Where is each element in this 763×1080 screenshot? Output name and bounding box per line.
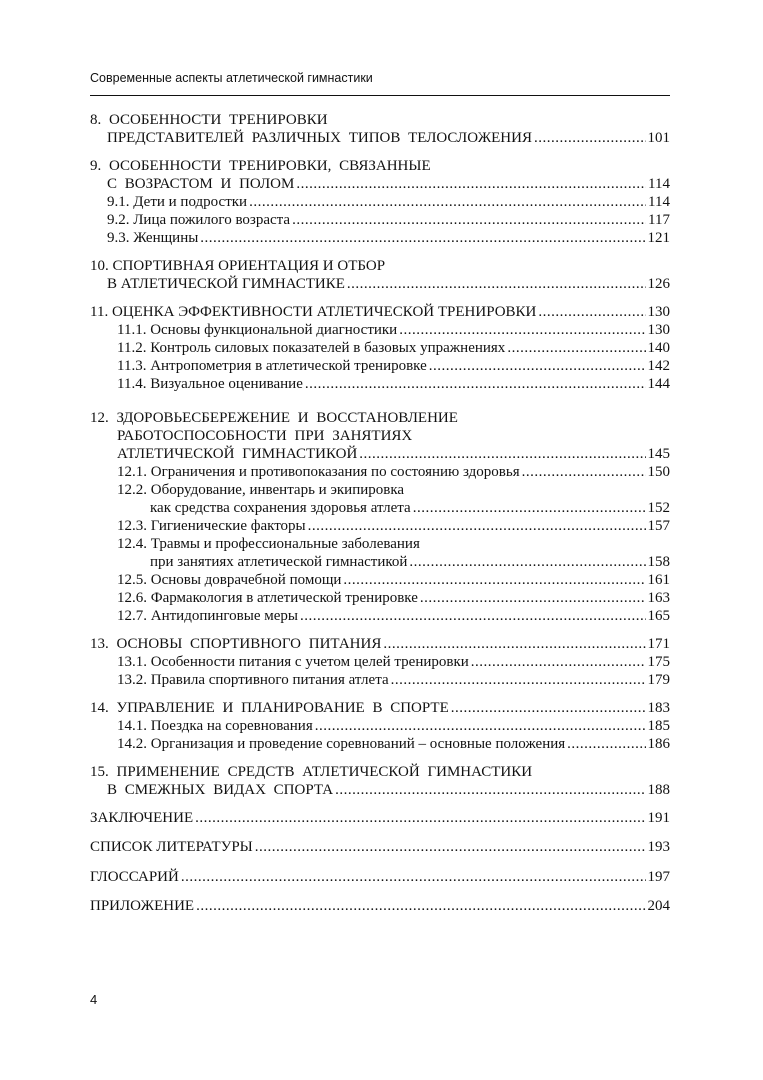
dot-leader bbox=[413, 499, 646, 517]
toc-text: 10. СПОРТИВНАЯ ОРИЕНТАЦИЯ И ОТБОР bbox=[90, 258, 386, 274]
toc-entry-9-2[interactable] bbox=[90, 211, 670, 229]
toc-heading-12-2 bbox=[90, 481, 670, 499]
toc-entry-11[interactable] bbox=[90, 303, 670, 321]
toc-text: СПИСОК ЛИТЕРАТУРЫ bbox=[90, 839, 253, 855]
toc-page-number: 144 bbox=[647, 376, 670, 392]
toc-entry-9-3[interactable] bbox=[90, 229, 670, 247]
toc-text: 11.3. Антропометрия в атлетической тренировке bbox=[117, 358, 427, 374]
toc-heading-12-cont bbox=[90, 427, 670, 445]
toc-page-number: 193 bbox=[647, 839, 670, 855]
toc-text: ПРЕДСТАВИТЕЛЕЙ РАЗЛИЧНЫХ ТИПОВ ТЕЛОСЛОЖЕНИЯ bbox=[107, 130, 532, 146]
toc-page-number: 185 bbox=[647, 718, 670, 734]
toc-page-number: 121 bbox=[647, 230, 670, 246]
toc-text: при занятиях атлетической гимнастикой bbox=[150, 554, 408, 570]
dot-leader bbox=[296, 175, 646, 193]
dot-leader bbox=[451, 699, 646, 717]
toc-entry-13-2[interactable] bbox=[90, 671, 670, 689]
dot-leader bbox=[305, 375, 646, 393]
toc-heading-12 bbox=[90, 409, 670, 427]
toc-entry-12-4[interactable] bbox=[90, 553, 670, 571]
toc-entry-11-2[interactable] bbox=[90, 339, 670, 357]
dot-leader bbox=[343, 571, 645, 589]
toc-text: АТЛЕТИЧЕСКОЙ ГИМНАСТИКОЙ bbox=[117, 446, 358, 462]
dot-leader bbox=[308, 517, 646, 535]
toc-page-number: 158 bbox=[647, 554, 670, 570]
toc-text: 8. ОСОБЕННОСТИ ТРЕНИРОВКИ bbox=[90, 112, 328, 128]
dot-leader bbox=[522, 463, 646, 481]
toc-heading-15 bbox=[90, 763, 670, 781]
toc-text: 12.5. Основы доврачебной помощи bbox=[117, 572, 342, 588]
toc-text: 12.6. Фармакология в атлетической тренировке bbox=[117, 590, 418, 606]
toc-entry-14-1[interactable] bbox=[90, 717, 670, 735]
toc-entry-11-4[interactable] bbox=[90, 375, 670, 393]
toc-entry-9-1[interactable] bbox=[90, 193, 670, 211]
toc-entry-11-3[interactable] bbox=[90, 357, 670, 375]
toc-text: 9. ОСОБЕННОСТИ ТРЕНИРОВКИ, СВЯЗАННЫЕ bbox=[90, 158, 431, 174]
toc-page-number: 191 bbox=[647, 810, 670, 826]
toc-heading-9 bbox=[90, 157, 670, 175]
toc-page-number: 126 bbox=[647, 276, 670, 292]
toc-text: 14.2. Организация и проведение соревнований – основные положения bbox=[117, 736, 566, 752]
toc-text: 11.2. Контроль силовых показателей в базовых упражнениях bbox=[117, 340, 506, 356]
toc-entry-14-2[interactable] bbox=[90, 735, 670, 753]
toc-page-number: 114 bbox=[648, 176, 670, 192]
toc-entry-14[interactable] bbox=[90, 699, 670, 717]
toc-entry-appendix[interactable] bbox=[90, 897, 670, 915]
dot-leader bbox=[391, 671, 646, 689]
dot-leader bbox=[399, 321, 645, 339]
toc-entry-12-5[interactable] bbox=[90, 571, 670, 589]
toc-page-number: 114 bbox=[648, 194, 670, 210]
dot-leader bbox=[507, 339, 645, 357]
dot-leader bbox=[181, 868, 646, 886]
toc-page-number: 165 bbox=[647, 608, 670, 624]
toc-entry-references[interactable] bbox=[90, 838, 670, 856]
dot-leader bbox=[420, 589, 646, 607]
page-number: 4 bbox=[90, 992, 98, 1007]
dot-leader bbox=[249, 193, 646, 211]
toc-text: 13. ОСНОВЫ СПОРТИВНОГО ПИТАНИЯ bbox=[90, 636, 382, 652]
toc-text: 13.1. Особенности питания с учетом целей тренировки bbox=[117, 654, 469, 670]
toc-page-number: 197 bbox=[647, 869, 670, 885]
toc-page-number: 163 bbox=[647, 590, 670, 606]
dot-leader bbox=[196, 897, 645, 915]
toc-page-number: 145 bbox=[647, 446, 670, 462]
toc-page-number: 186 bbox=[647, 736, 670, 752]
toc-page-number: 117 bbox=[648, 212, 670, 228]
toc-entry-15[interactable] bbox=[90, 781, 670, 799]
toc-page-number: 188 bbox=[647, 782, 670, 798]
toc-entry-12-1[interactable] bbox=[90, 463, 670, 481]
toc-page-number: 150 bbox=[647, 464, 670, 480]
dot-leader bbox=[200, 229, 645, 247]
dot-leader bbox=[538, 303, 645, 321]
toc-text: 12. ЗДОРОВЬЕСБЕРЕЖЕНИЕ И ВОССТАНОВЛЕНИЕ bbox=[90, 410, 458, 426]
dot-leader bbox=[534, 129, 646, 147]
toc-page-number: 183 bbox=[647, 700, 670, 716]
toc-entry-conclusion[interactable] bbox=[90, 809, 670, 827]
dot-leader bbox=[409, 553, 645, 571]
toc-text: 14. УПРАВЛЕНИЕ И ПЛАНИРОВАНИЕ В СПОРТЕ bbox=[90, 700, 449, 716]
toc-text: 12.2. Оборудование, инвентарь и экипировка bbox=[117, 482, 405, 498]
dot-leader bbox=[471, 653, 646, 671]
dot-leader bbox=[429, 357, 646, 375]
toc-text: 12.3. Гигиенические факторы bbox=[117, 518, 306, 534]
toc-text: 11. ОЦЕНКА ЭФФЕКТИВНОСТИ АТЛЕТИЧЕСКОЙ ТРЕНИРОВКИ bbox=[90, 304, 537, 320]
toc-page-number: 140 bbox=[647, 340, 670, 356]
toc-page-number: 130 bbox=[647, 322, 670, 338]
toc-text: 12.1. Ограничения и противопоказания по состоянию здоровья bbox=[117, 464, 520, 480]
toc-page-number: 152 bbox=[647, 500, 670, 516]
dot-leader bbox=[383, 635, 645, 653]
toc-entry-12[interactable] bbox=[90, 445, 670, 463]
dot-leader bbox=[315, 717, 646, 735]
toc-text: 9.2. Лица пожилого возраста bbox=[107, 212, 291, 228]
toc-entry-12-2[interactable] bbox=[90, 499, 670, 517]
toc-heading-12-4 bbox=[90, 535, 670, 553]
toc-text: 14.1. Поездка на соревнования bbox=[117, 718, 313, 734]
dot-leader bbox=[300, 607, 646, 625]
dot-leader bbox=[195, 809, 645, 827]
toc-page-number: 142 bbox=[647, 358, 670, 374]
toc-text: ГЛОССАРИЙ bbox=[90, 869, 179, 885]
toc-text: 15. ПРИМЕНЕНИЕ СРЕДСТВ АТЛЕТИЧЕСКОЙ ГИМНАСТИКИ bbox=[90, 764, 533, 780]
toc-entry-12-6[interactable] bbox=[90, 589, 670, 607]
toc-text: 11.1. Основы функциональной диагностики bbox=[117, 322, 398, 338]
toc-page-number: 175 bbox=[647, 654, 670, 670]
toc-page-number: 157 bbox=[647, 518, 670, 534]
toc-page-number: 179 bbox=[647, 672, 670, 688]
toc-text: 13.2. Правила спортивного питания атлета bbox=[117, 672, 389, 688]
running-header: Современные аспекты атлетической гимнастики bbox=[90, 71, 373, 85]
dot-leader bbox=[347, 275, 646, 293]
dot-leader bbox=[255, 838, 646, 856]
toc-text: как средства сохранения здоровья атлета bbox=[150, 500, 411, 516]
toc-entry-10[interactable] bbox=[90, 275, 670, 293]
toc-page-number: 171 bbox=[647, 636, 670, 652]
toc-text: РАБОТОСПОСОБНОСТИ ПРИ ЗАНЯТИЯХ bbox=[117, 428, 413, 444]
toc-text: С ВОЗРАСТОМ И ПОЛОМ bbox=[107, 176, 295, 192]
toc-page-number: 130 bbox=[647, 304, 670, 320]
toc-entry-12-7[interactable] bbox=[90, 607, 670, 625]
toc-heading-10 bbox=[90, 257, 670, 275]
toc-page-number: 204 bbox=[647, 898, 670, 914]
toc-page-number: 161 bbox=[647, 572, 670, 588]
toc-text: 9.1. Дети и подростки bbox=[107, 194, 248, 210]
dot-leader bbox=[567, 735, 645, 753]
toc-entry-glossary[interactable] bbox=[90, 868, 670, 886]
toc-text: В СМЕЖНЫХ ВИДАХ СПОРТА bbox=[107, 782, 334, 798]
dot-leader bbox=[292, 211, 646, 229]
toc-entry-13-1[interactable] bbox=[90, 653, 670, 671]
toc-text: 11.4. Визуальное оценивание bbox=[117, 376, 303, 392]
toc-entry-13[interactable] bbox=[90, 635, 670, 653]
toc-entry-9[interactable] bbox=[90, 175, 670, 193]
toc-text: В АТЛЕТИЧЕСКОЙ ГИМНАСТИКЕ bbox=[107, 276, 345, 292]
toc-entry-11-1[interactable] bbox=[90, 321, 670, 339]
header-rule bbox=[90, 95, 670, 96]
toc-text: ЗАКЛЮЧЕНИЕ bbox=[90, 810, 194, 826]
dot-leader bbox=[359, 445, 645, 463]
toc-page-number: 101 bbox=[647, 130, 670, 146]
toc-text: 9.3. Женщины bbox=[107, 230, 199, 246]
toc-entry-8[interactable] bbox=[90, 129, 670, 147]
toc-text: ПРИЛОЖЕНИЕ bbox=[90, 898, 195, 914]
toc-heading-8 bbox=[90, 111, 670, 129]
toc-text: 12.4. Травмы и профессиональные заболевания bbox=[117, 536, 420, 552]
dot-leader bbox=[335, 781, 645, 799]
toc-entry-12-3[interactable] bbox=[90, 517, 670, 535]
toc-text: 12.7. Антидопинговые меры bbox=[117, 608, 298, 624]
